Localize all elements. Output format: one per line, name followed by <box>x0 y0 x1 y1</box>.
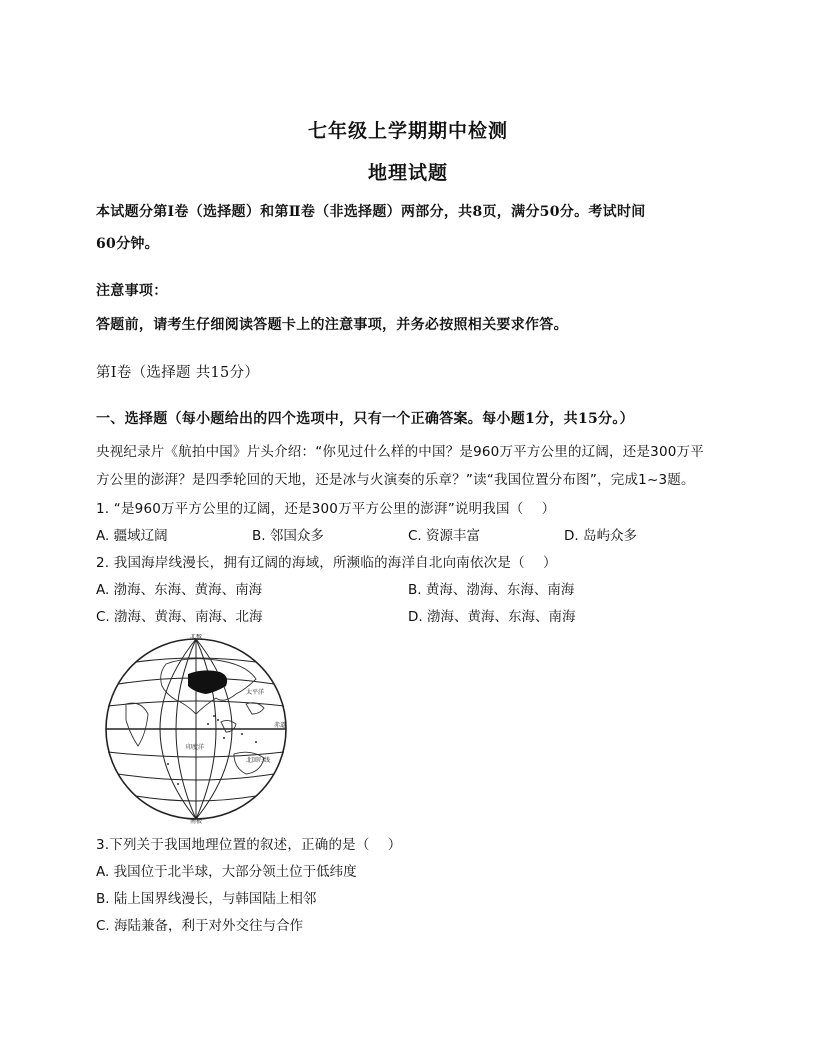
tropic-label: 北回归线 <box>246 757 271 764</box>
part1-heading: 第Ⅰ卷（选择题 共15分） <box>96 365 260 381</box>
africa-landmass <box>126 703 148 746</box>
question-3-stem: 3.下列关于我国地理位置的叙述，正确的是（ ） <box>96 837 402 853</box>
question-1-option-b: B. 邻国众多 <box>252 528 324 544</box>
passage-line-2: 方公里的澎湃？是四季轮回的天地，还是冰与火演奏的乐章？”读“我国位置分布图”，完成1~3题。 <box>96 472 695 488</box>
question-1-option-d: D. 岛屿众多 <box>564 528 637 544</box>
indian-ocean-label: 印度洋 <box>186 744 205 751</box>
question-3-option-a: A. 我国位于北半球，大部分领土位于低纬度 <box>96 864 357 880</box>
question-1-stem: 1. “是960万平方公里的辽阔，还是300万平方公里的澎湃”说明我国（ ） <box>96 501 556 517</box>
south-pole-label: 南极 <box>189 818 203 824</box>
question-2-option-c: C. 渤海、黄海、南海、北海 <box>96 609 263 625</box>
question-2-option-a: A. 渤海、东海、黄海、南海 <box>96 582 263 598</box>
pacific-label: 太平洋 <box>246 689 265 696</box>
passage-line-1: 央视纪录片《航拍中国》片头介绍：“你见过什么样的中国？是960万平方公里的辽阔，还是300万平 <box>96 444 704 460</box>
question-1-option-c: C. 资源丰富 <box>408 528 481 544</box>
question-1-option-a: A. 疆域辽阔 <box>96 528 168 544</box>
section-heading: 一、选择题（每小题给出的四个选项中，只有一个正确答案。每小题1分，共15分。） <box>96 411 634 427</box>
notice-text: 答题前，请考生仔细阅读答题卡上的注意事项，并务必按照相关要求作答。 <box>96 317 568 333</box>
question-3-option-c: C. 海陆兼备，利于对外交往与合作 <box>96 918 304 934</box>
question-2-option-b: B. 黄海、渤海、东海、南海 <box>408 582 575 598</box>
exam-title: 七年级上学期期中检测 <box>307 120 508 142</box>
china-region <box>188 670 227 694</box>
exam-subject: 地理试题 <box>367 162 448 184</box>
equator-label: 赤道 <box>274 722 287 729</box>
intro-line-1: 本试题分第Ⅰ卷（选择题）和第Ⅱ卷（非选择题）两部分，共8页，满分50分。考试时间 <box>96 204 646 220</box>
question-2-stem: 2. 我国海岸线漫长，拥有辽阔的海域，所濒临的海洋自北向南依次是（ ） <box>96 555 557 571</box>
intro-line-2: 60分钟。 <box>96 236 159 252</box>
question-3-option-b: B. 陆上国界线漫长，与韩国陆上相邻 <box>96 891 317 907</box>
north-pole-label: 北极 <box>189 634 203 640</box>
notice-heading: 注意事项： <box>96 283 168 299</box>
china-location-globe-figure <box>96 634 296 824</box>
question-2-option-d: D. 渤海、黄海、东海、南海 <box>408 609 576 625</box>
